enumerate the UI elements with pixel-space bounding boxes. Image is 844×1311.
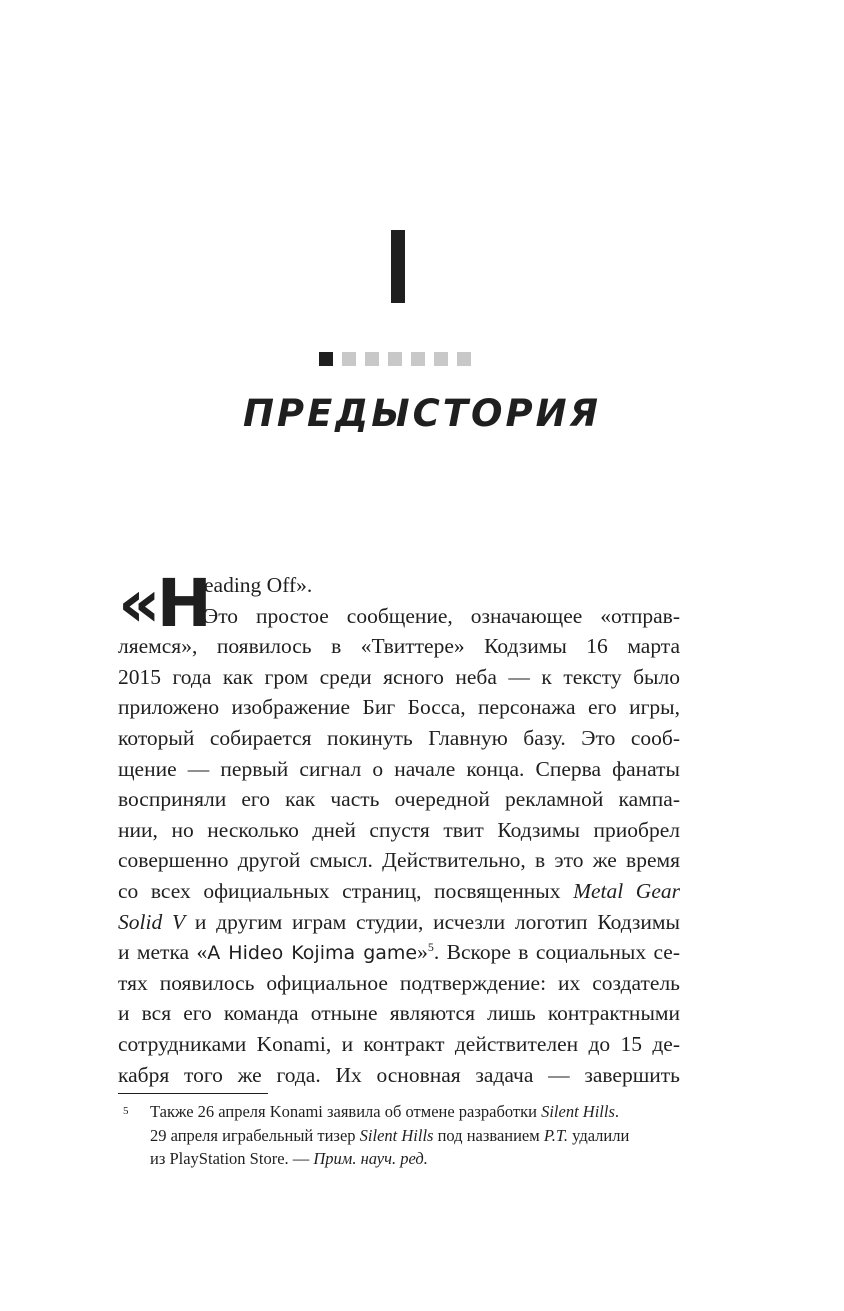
chapter-numeral [391,230,405,303]
progress-square [342,352,356,366]
footnote-line: Также 26 апреля Konami заявила об отмене разработки Silent Hills. [150,1102,619,1121]
text-line: со всех официальных страниц, посвященных Metal Gear [118,878,680,903]
text-line: нии, но несколько дней спустя твит Кодзимы приобрел [118,817,680,842]
text-line: сотрудниками Konami, и контракт действителен до 15 де- [118,1031,680,1056]
text-line: eading Off». [204,573,313,597]
progress-square [388,352,402,366]
text-line: совершенно другой смысл. Действительно, в это же время [118,848,680,873]
progress-square [365,352,379,366]
text-line: тях появилось официальное подтверждение: их создатель [118,970,680,995]
progress-square [411,352,425,366]
progress-square [319,352,333,366]
text-line: Это простое сообщение, означающее «отправ- [204,603,680,628]
footnote-divider [118,1093,268,1094]
text-line: и вся его команда отныне являются лишь контрактными [118,1001,680,1026]
chapter-title: ПРЕДЫСТОРИЯ [242,392,602,435]
text-line: Solid V и другим играм студии, исчезли логотип Кодзимы [118,909,680,934]
game-title: Metal Gear [573,878,680,903]
chapter-progress-indicator [319,352,479,366]
text-line: и метка «A Hideo Kojima game»$^5$. Вскоре в социальных се- [118,939,680,965]
kojima-tag: A Hideo Kojima game [207,942,418,965]
text-line: приложено изображение Биг Босса, персонажа его игры, [118,695,680,720]
drop-cap: «H [118,565,208,642]
footnote-line: 29 апреля играбельный тизер Silent Hills под названием P.T. удалили [150,1125,630,1145]
text-line: ляемся», появилось в «Твиттере» Кодзимы 16 марта [118,634,680,659]
text-line: который собирается покинуть Главную базу. Это сооб- [118,725,680,750]
body-text [118,565,680,1090]
text-line: 2015 года как гром среди ясного неба — к тексту было [118,664,680,689]
text-line: кабря того же года. Их основная задача — завершить [118,1062,680,1087]
footnote-ref: 5 [427,939,434,954]
footnote [118,1100,680,1171]
footnote-line: из PlayStation Store. — Прим. науч. ред. [150,1149,428,1168]
text-line: восприняли его как часть очередной рекламной кампа- [118,787,680,812]
text-line: щение — первый сигнал о начале конца. Сперва фанаты [118,756,680,781]
footnote-mark: 5 [123,1105,129,1117]
progress-square [457,352,471,366]
game-title: Solid V [118,909,186,934]
progress-square [434,352,448,366]
